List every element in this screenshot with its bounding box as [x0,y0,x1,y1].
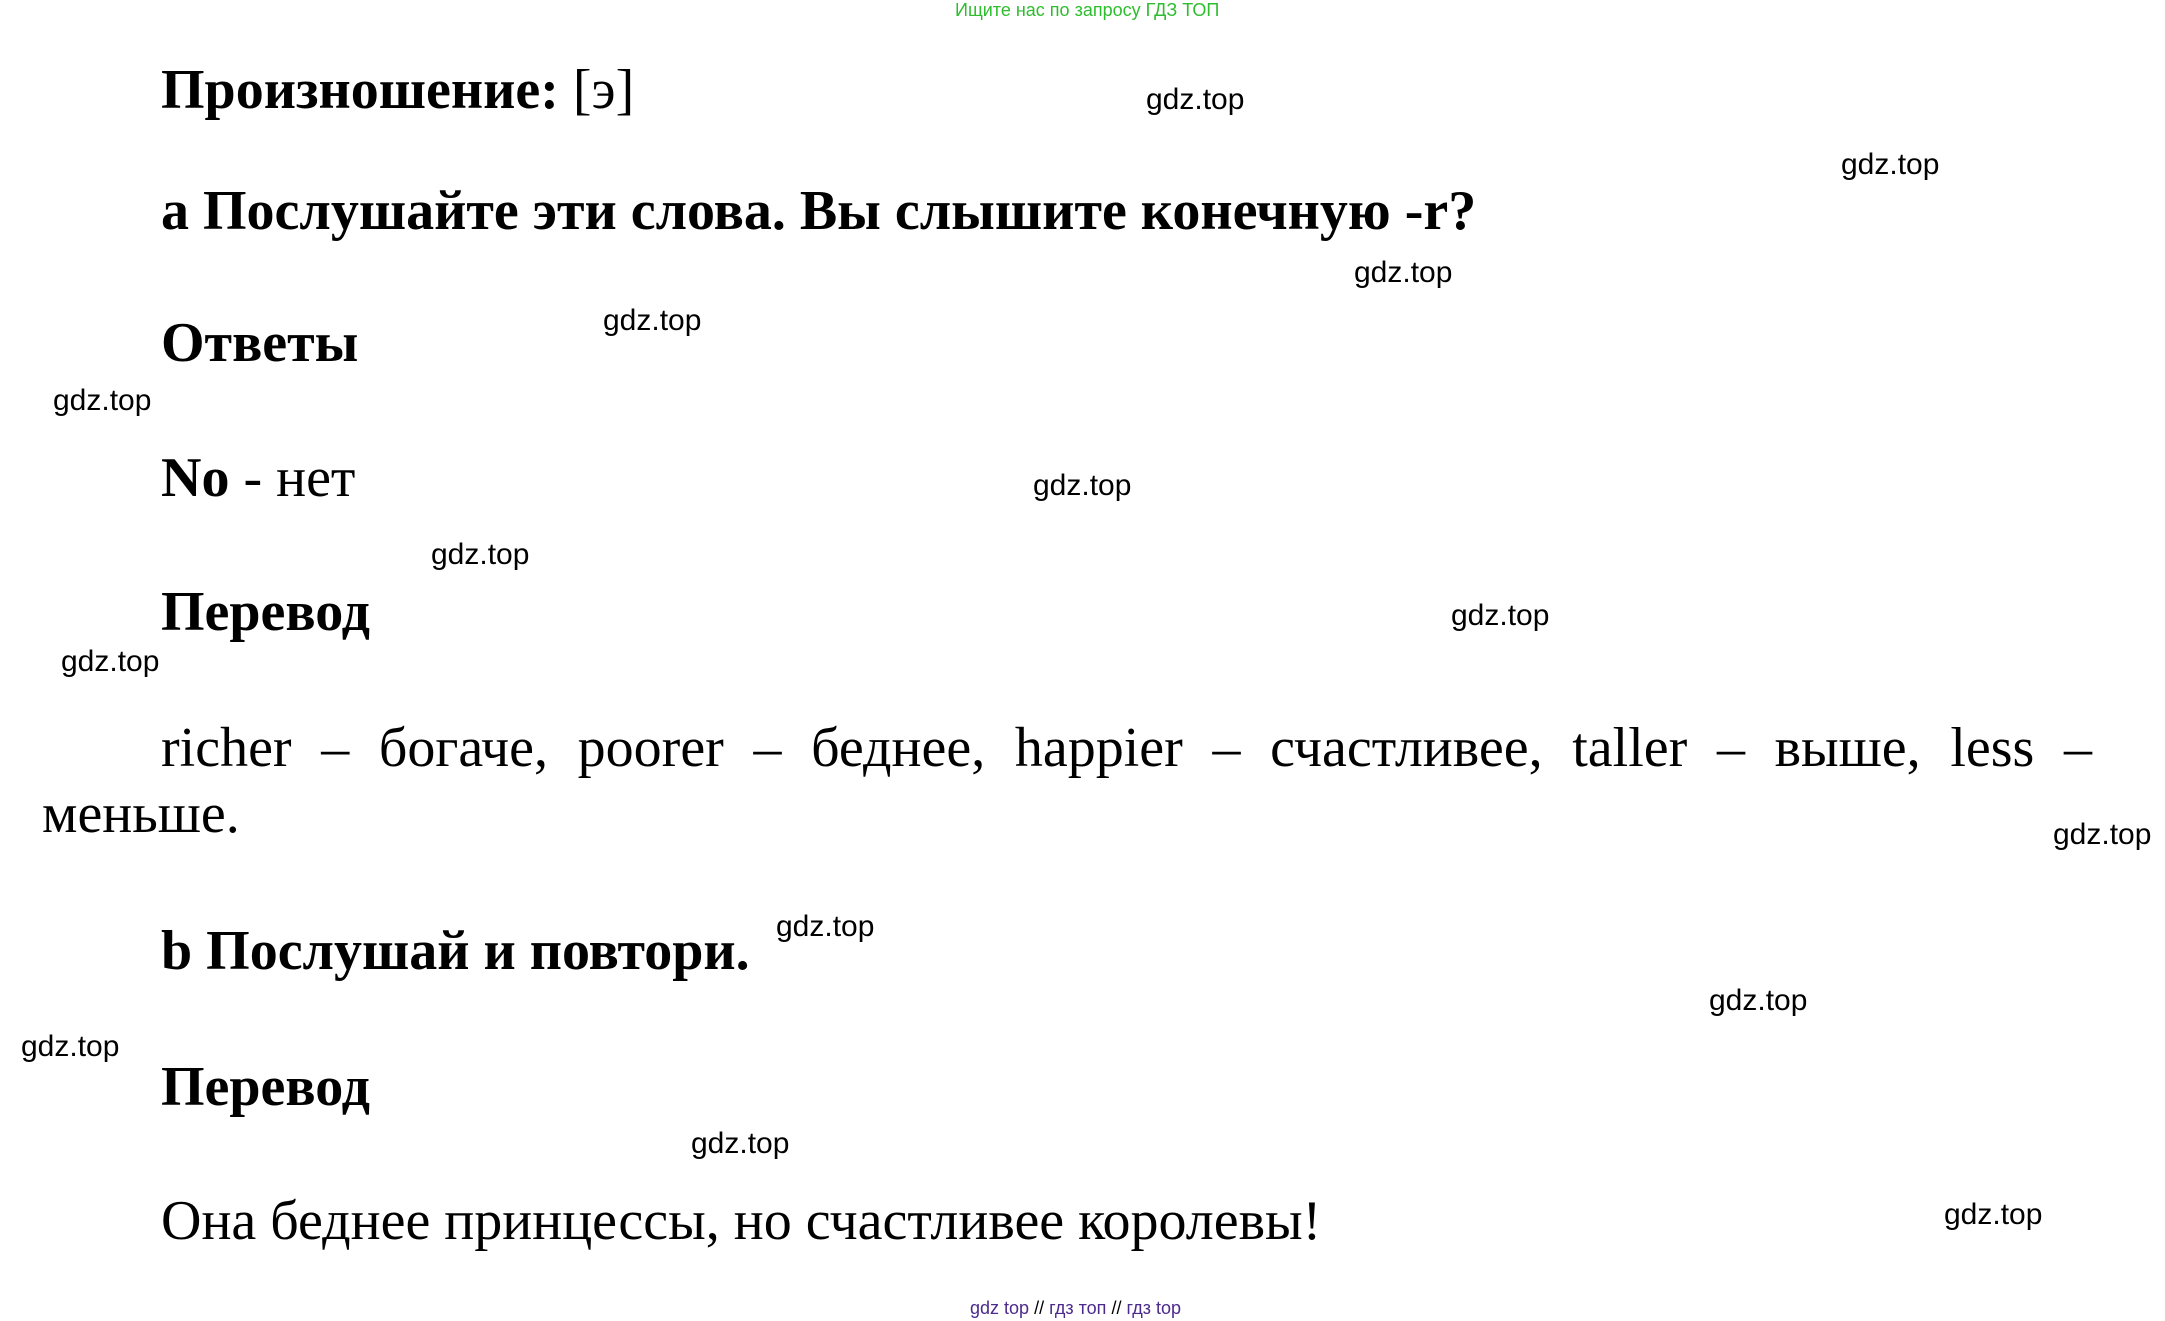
task-a-heading: a Послушайте эти слова. Вы слышите конечную -r? [161,180,1477,242]
watermark: gdz.top [776,910,875,943]
footer-link-gdz-top-ru[interactable]: гдз топ [1049,1298,1107,1318]
watermark: gdz.top [1944,1198,2043,1231]
watermark: gdz.top [21,1030,120,1063]
translation-paragraph-2: Она беднее принцессы, но счастливее королевы! [161,1190,1322,1252]
pronunciation-label: Произношение: [161,59,559,121]
watermark: gdz.top [61,645,160,678]
translation-paragraph-1: richer – богаче, poorer – беднее, happier – счастливее, taller – выше, less – меньше. [42,717,2092,845]
top-banner: Ищите нас по запросу ГДЗ ТОП [955,0,1220,20]
watermark: gdz.top [53,384,152,417]
translation-heading-1: Перевод [161,581,370,643]
watermark: gdz.top [1451,599,1550,632]
watermark: gdz.top [1709,984,1808,1017]
answer-rest: - нет [229,447,356,509]
task-b-heading: b Послушай и повтори. [161,920,750,982]
watermark: gdz.top [2053,818,2152,851]
watermark: gdz.top [1841,148,1940,181]
footer-links [970,1298,1181,1319]
footer-link-gdz-top[interactable]: gdz top [970,1298,1030,1318]
watermark: gdz.top [1033,469,1132,502]
answers-heading: Ответы [161,312,359,374]
watermark: gdz.top [1146,83,1245,116]
watermark: gdz.top [1354,256,1453,289]
watermark: gdz.top [691,1127,790,1160]
answer-text [161,447,356,509]
watermark: gdz.top [603,304,702,337]
translation-heading-2: Перевод [161,1056,370,1118]
pronunciation-heading [161,59,635,121]
footer-separator: // [1034,1298,1045,1318]
answer-word: No [161,447,230,509]
footer-separator: // [1111,1298,1122,1318]
watermark: gdz.top [431,538,530,571]
pronunciation-symbol: [э] [572,59,635,121]
footer-link-gdz-top-mixed[interactable]: гдз top [1126,1298,1182,1318]
